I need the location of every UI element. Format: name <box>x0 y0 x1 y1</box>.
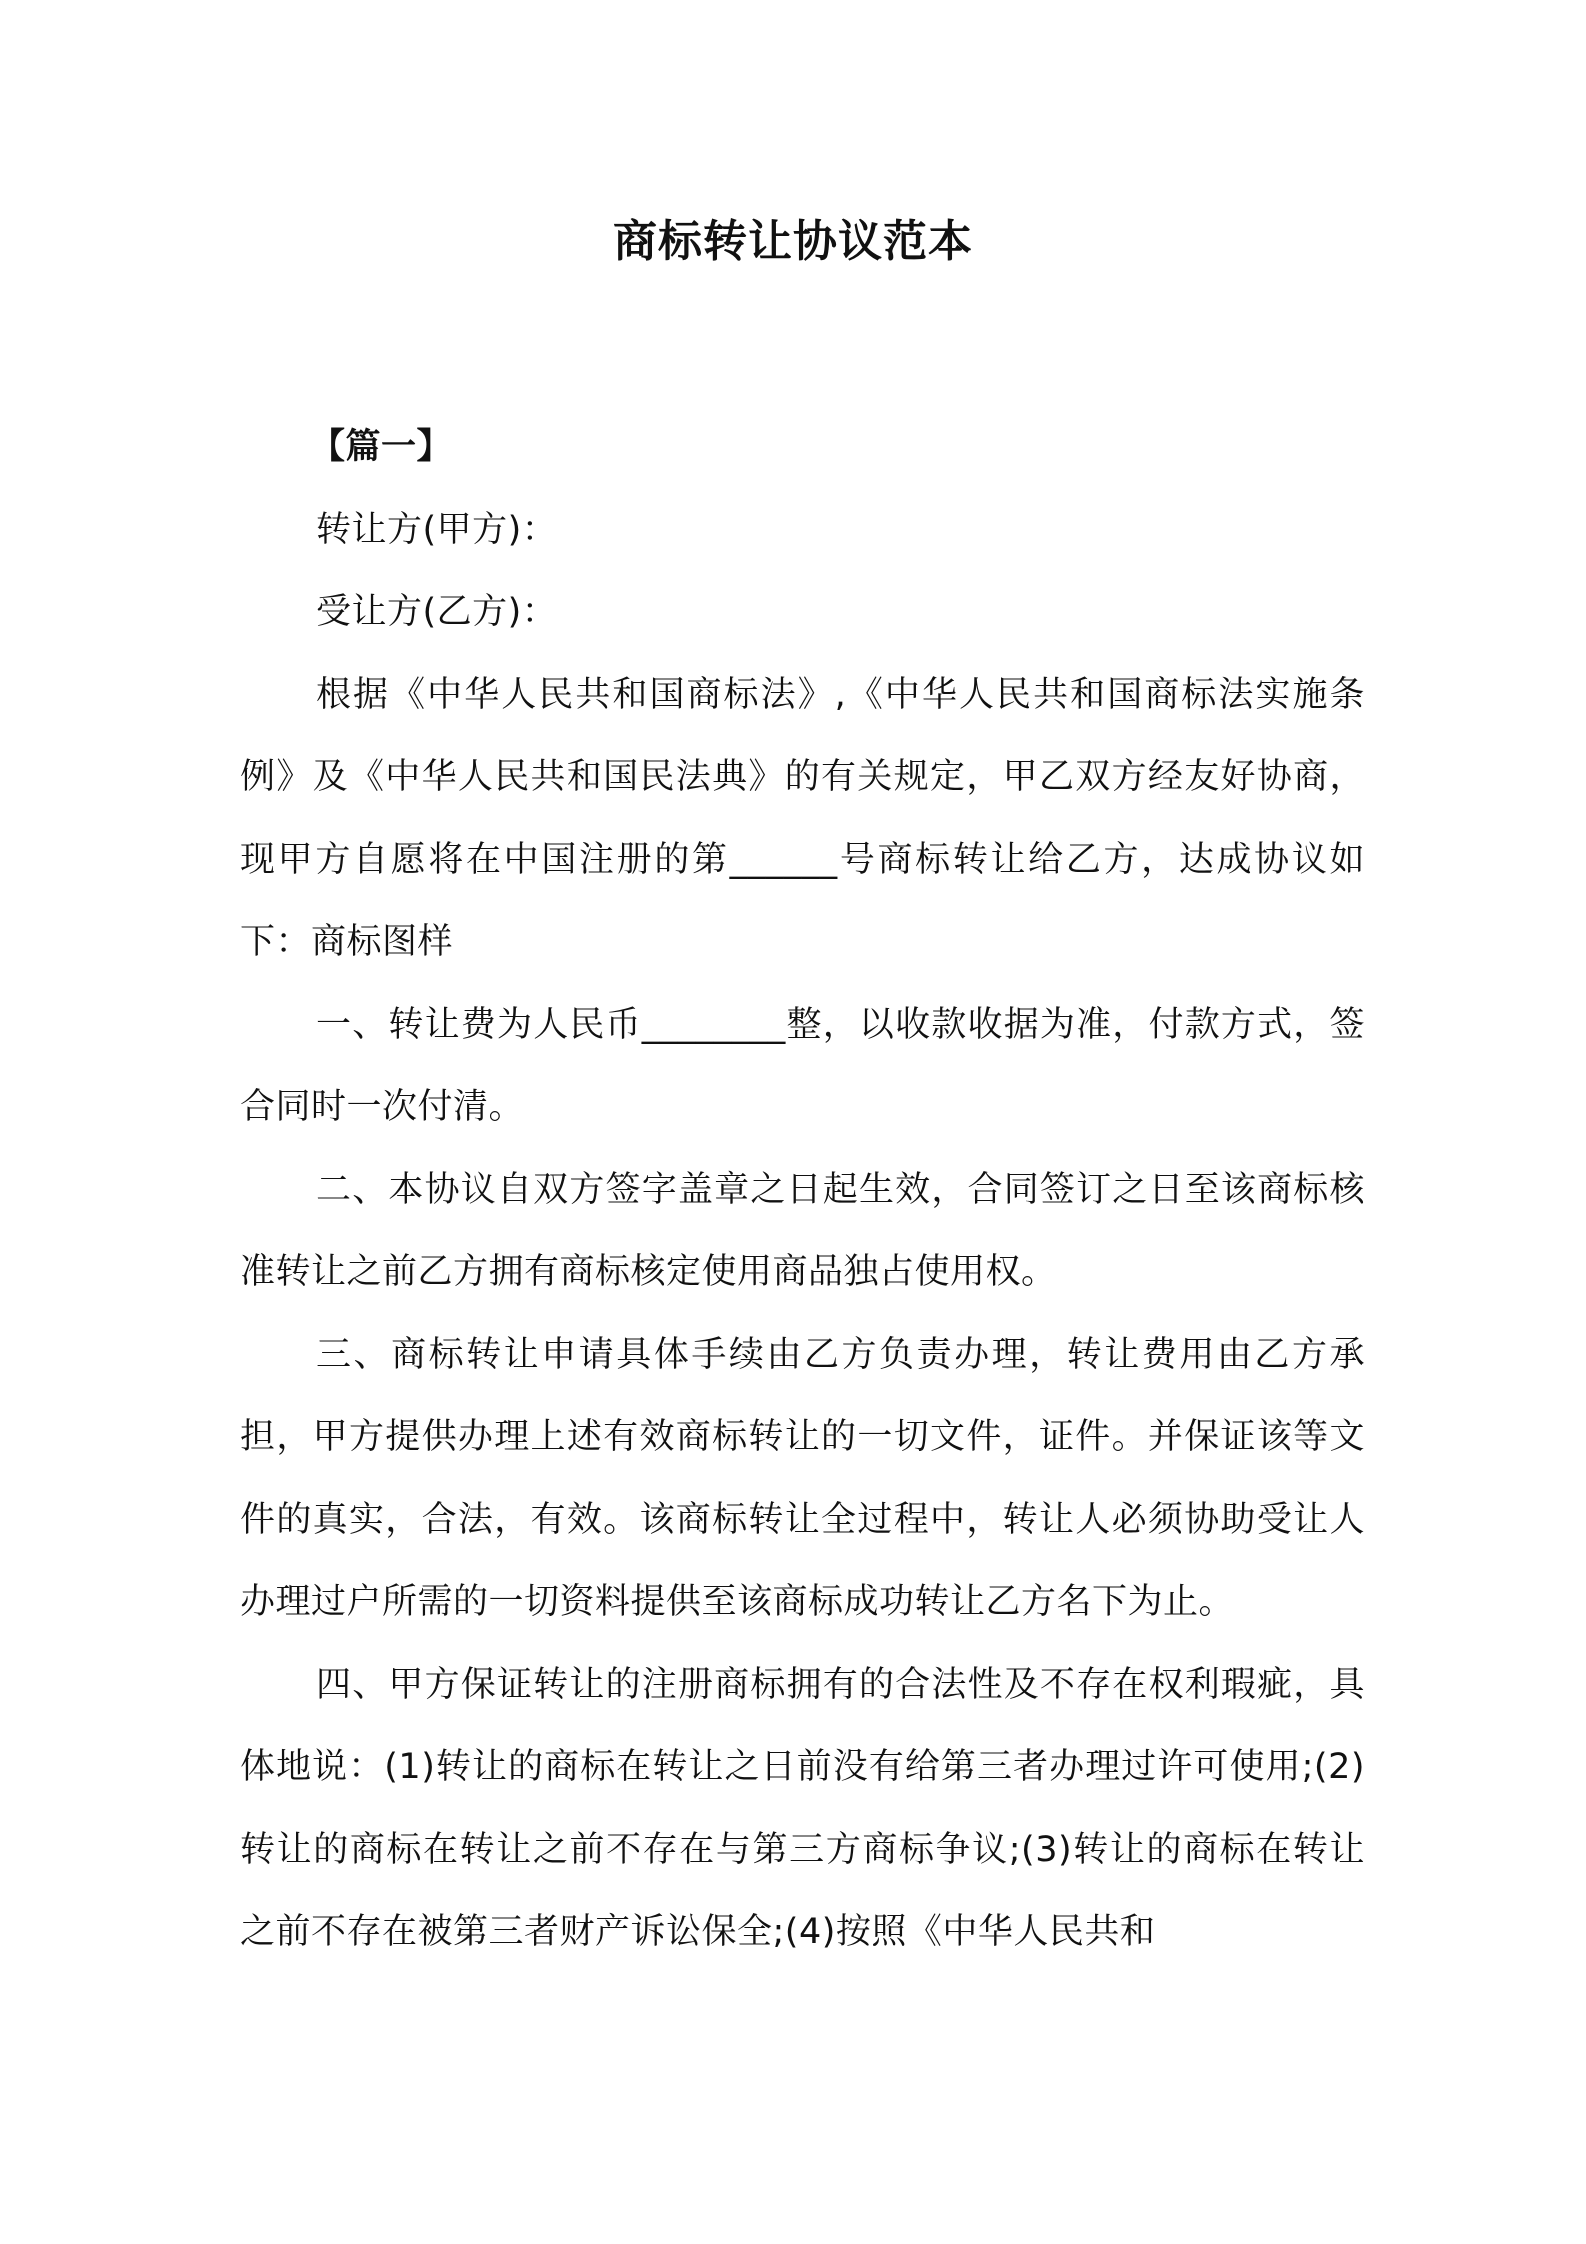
clause-2: 二、本协议自双方签字盖章之日起生效，合同签订之日至该商标核准转让之前乙方拥有商标核定使用商品独占使用权。 <box>240 1169 1365 1292</box>
preamble-paragraph: 根据《中华人民共和国商标法》,《中华人民共和国商标法实施条例》及《中华人民共和国民法典》的有关规定，甲乙双方经友好协商，现甲方自愿将在中国注册的第______号商标转让给乙方，达成协议如下：商标图样 <box>240 674 1365 962</box>
transferor-line: 转让方(甲方)： <box>316 509 558 550</box>
section-heading: 【篇一】 <box>310 427 453 467</box>
clause-3: 三、商标转让申请具体手续由乙方负责办理，转让费用由乙方承担，甲方提供办理上述有效商标转让的一切文件，证件。并保证该等文件的真实，合法，有效。该商标转让全过程中，转让人必须协助受让人办理过户所需的一切资料提供至该商标成功转让乙方名下为止。 <box>240 1334 1365 1622</box>
transferee-line: 受让方(乙方)： <box>316 592 558 632</box>
clause-4: 四、甲方保证转让的注册商标拥有的合法性及不存在权利瑕疵，具体地说：(1)转让的商标在转让之日前没有给第三者办理过许可使用;(2)转让的商标在转让之前不存在与第三方商标争议;(3)转让的商标在转让之前不存在被第三者财产诉讼保全;(4)按照《中华人民共和 <box>240 1664 1365 1952</box>
document-body <box>240 406 1365 1974</box>
document-title: 商标转让协议范本 <box>613 216 973 267</box>
clause-1: 一、转让费为人民币________整，以收款收据为准，付款方式，签合同时一次付清。 <box>240 1004 1365 1127</box>
